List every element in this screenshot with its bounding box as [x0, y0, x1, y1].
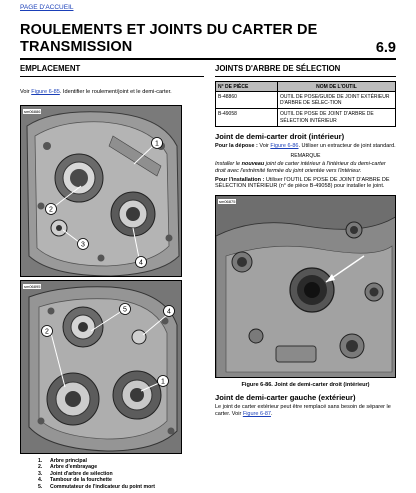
fig1-callout-4: 4 [139, 259, 143, 267]
legend-item: 1. Arbre principal [38, 458, 87, 464]
note-label: REMARQUE [290, 152, 321, 159]
legend-item: 5. Commutateur de l'indicateur du point mort [38, 483, 155, 490]
section-number: 6.9 [375, 40, 396, 56]
tools-table [215, 81, 396, 127]
legend-item: 2. Arbre d'embrayage [38, 464, 98, 471]
figure-legend [20, 458, 204, 490]
home-link[interactable]: PAGE D'ACCUEIL [20, 4, 74, 11]
table-row: B-49058 OUTIL DE POSE DE JOINT D'ARBRE DE SÉLECTION INTÉRIEUR [216, 109, 396, 126]
fig2-callout-2: 2 [45, 328, 49, 336]
table-header-tool: NOM DE L'OUTIL [278, 82, 396, 92]
fig2-tag: sm06895 [24, 284, 41, 289]
right-column [215, 64, 396, 418]
figure-6-87-link[interactable]: Figure 6-87 [242, 411, 271, 418]
outer-seal-paragraph: Le joint de carter extérieur peut être remplacé sans besoin de séparer le carter. Voir Figure 6-87. [215, 404, 391, 418]
note-paragraph: Installer le nouveau joint de carter intérieur à l'intérieur du demi-carter droit avec l'extrémité fermée du joint orientée vers l'intérieur. [215, 160, 386, 174]
title-rule [20, 58, 396, 60]
transmission-case-figure-bottom [20, 280, 182, 454]
fig1-callout-3: 3 [81, 241, 85, 249]
right-case-seal-figure [215, 195, 396, 378]
emplacement-heading: EMPLACEMENT [20, 64, 204, 77]
shift-shaft-seals-heading: JOINTS D'ARBRE DE SÉLECTION [215, 64, 396, 77]
emplacement-intro: Voir Figure 6-85. Identifier le roulement/joint et le demi-carter. [20, 89, 172, 95]
page-title: ROULEMENTS ET JOINTS DU CARTER DE TRANSMISSION [20, 22, 318, 55]
fig1-tag: sm06886 [24, 109, 41, 114]
right-case-seal-heading: Joint de demi-carter droit (intérieur) [215, 131, 345, 141]
fig2-callout-1: 1 [161, 378, 165, 386]
install-paragraph: Pour l'installation : Utiliser l'OUTIL DE POSE DE JOINT D'ARBRE DE SÉLECTION INTÉRIEUR (n° de pièce B-49058) pour installer le joint. [215, 176, 390, 190]
table-header-part: N° DE PIÈCE [216, 82, 278, 92]
fig2-callout-4: 4 [167, 308, 171, 316]
legend-item: 3. Joint d'arbre de sélection [38, 470, 113, 477]
fig1-callout-1: 1 [155, 140, 159, 148]
left-column [20, 64, 204, 490]
figure-6-85-link[interactable]: Figure 6-85 [31, 89, 60, 95]
legend-item: 4. Tambour de la fourchette [38, 477, 112, 484]
fig3-tag: sm06875 [219, 199, 236, 205]
removal-paragraph: Pour la dépose : Voir Figure 6-86. Utiliser un extracteur de joint standard. [215, 142, 396, 149]
left-case-seal-heading: Joint de demi-carter gauche (extérieur) [215, 393, 356, 403]
fig2-callout-5: 5 [123, 306, 127, 314]
table-row: B-48860 OUTIL DE POSE/GUIDE DE JOINT EXTÉRIEUR D'ARBRE DE SÉLEC-TION [216, 92, 396, 109]
figure-6-86-link[interactable]: Figure 6-86 [270, 142, 299, 149]
figure-6-86-caption: Figure 6-86. Joint de demi-carter droit (intérieur) [241, 382, 370, 389]
fig1-callout-2: 2 [49, 206, 53, 214]
transmission-case-figure-top [20, 105, 182, 277]
